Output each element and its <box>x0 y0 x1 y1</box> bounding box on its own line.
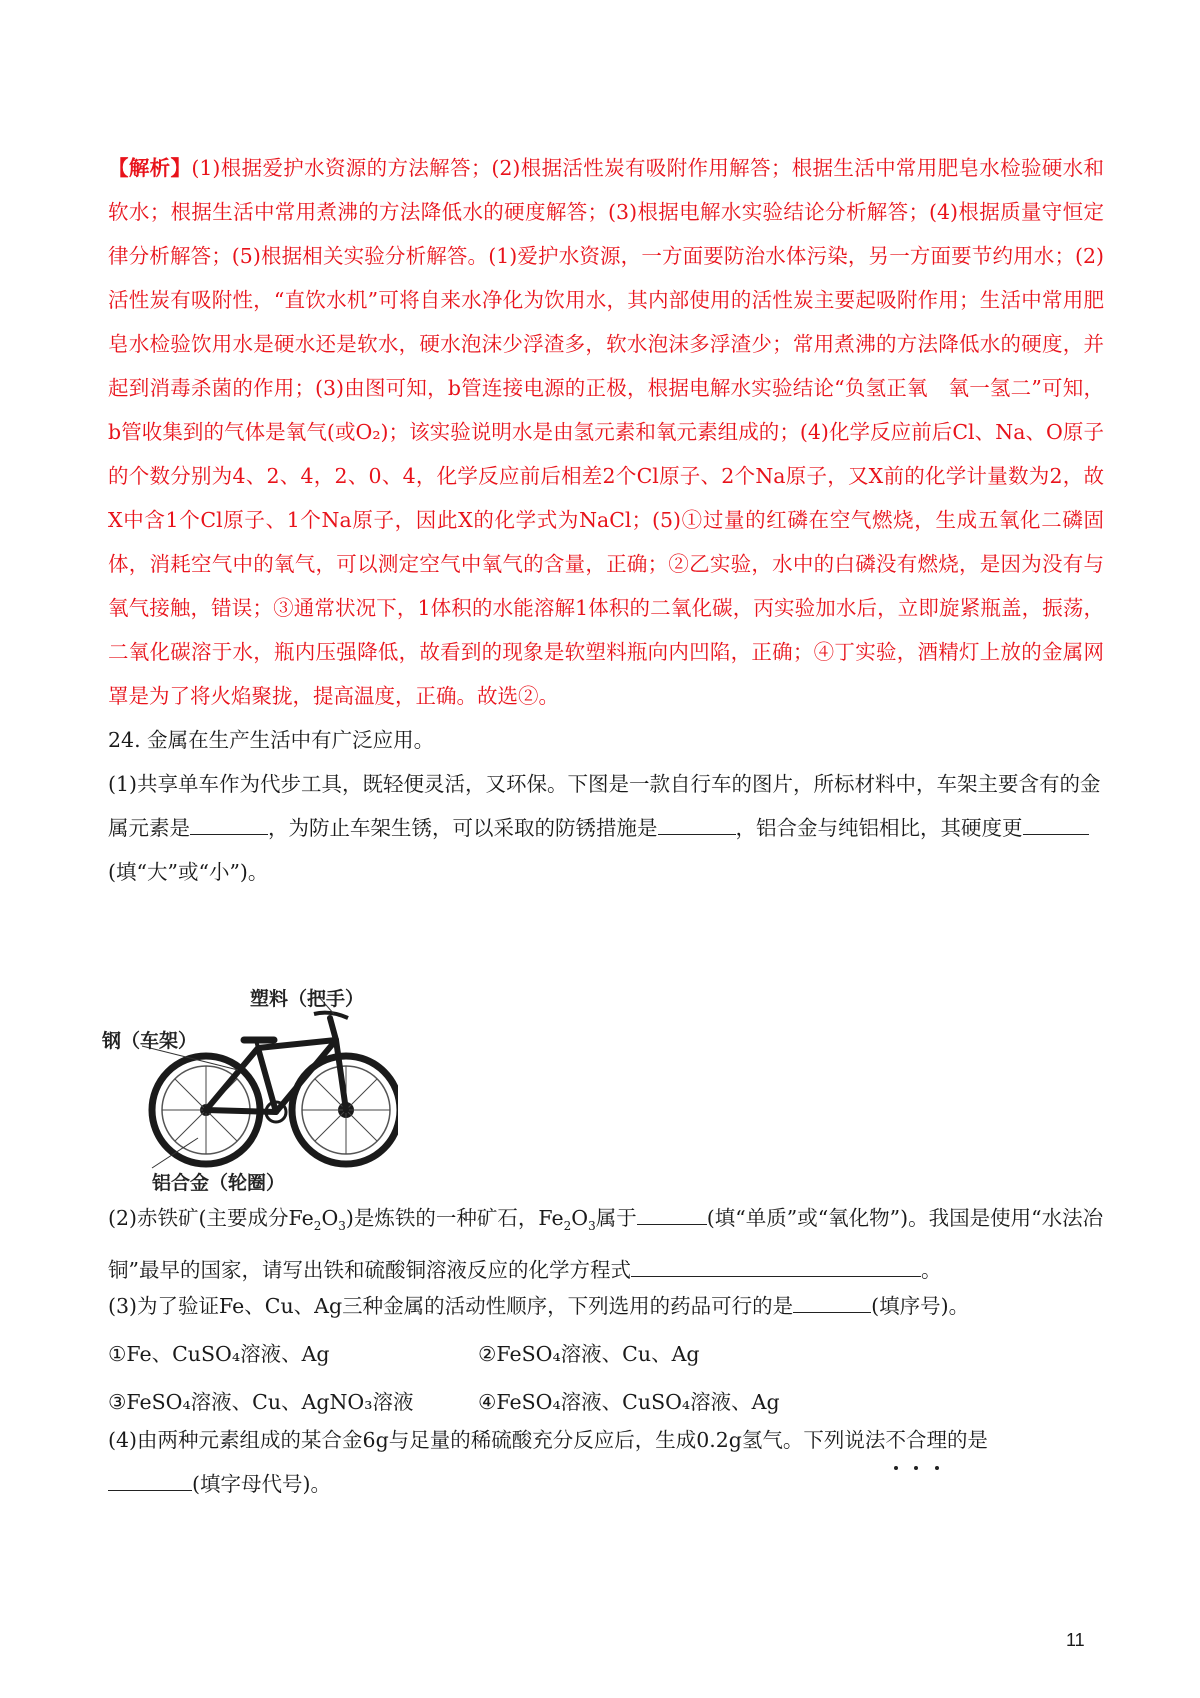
question-24-part3: (3)为了验证Fe、Cu、Ag三种金属的活动性顺序，下列选用的药品可行的是 (填序号)。 <box>108 1294 970 1318</box>
answer-blank[interactable] <box>793 1311 871 1313</box>
answer-blank[interactable] <box>658 833 736 835</box>
answer-blank[interactable] <box>631 1275 921 1277</box>
question-24-part2: (2)赤铁矿(主要成分$Fe_2O_3$)是炼铁的一种矿石，$Fe_2O_3$属于 (填“单质”或“氧化物”)。我国是使用“水法冶铜”最早的国家，请写出铁和硫酸铜溶液反应的化学方程式 。 <box>108 1206 1104 1283</box>
emphasis-char: 合 <box>906 1418 927 1462</box>
question-24-part4: (4)由两种元素组成的某合金6g与足量的稀硫酸充分反应后，生成0.2g氢气。下列说法不 合 理 的是 (填字母代号)。 <box>108 1418 1104 1506</box>
emphasis-char: 理 <box>926 1418 947 1462</box>
emphasis-char: 不 <box>885 1418 906 1462</box>
option-3[interactable]: ③FeSO₄溶液、Cu、AgNO₃溶液 <box>108 1390 414 1414</box>
answer-blank[interactable] <box>1023 833 1089 835</box>
options-row-2 <box>108 1384 1104 1420</box>
label-plastic-handle: 塑料（把手） <box>250 988 365 1010</box>
bicycle-icon <box>108 988 398 1188</box>
option-2[interactable]: ②FeSO₄溶液、Cu、Ag <box>478 1342 700 1366</box>
question-24-part1: (1)共享单车作为代步工具，既轻便灵活，又环保。下图是一款自行车的图片，所标材料中，车架主要含有的金属元素是 ，为防止车架生锈，可以采取的防锈措施是 ，铝合金与纯铝相比，其硬度更(填“大”或“小”)。 <box>108 772 1101 884</box>
label-aluminum-rim: 铝合金（轮圈） <box>152 1172 286 1194</box>
page-number: 11 <box>1066 1630 1085 1650</box>
options-row-1 <box>108 1336 1104 1372</box>
label-steel-frame: 钢（车架） <box>102 1030 198 1052</box>
option-4[interactable]: ④FeSO₄溶液、CuSO₄溶液、Ag <box>478 1390 780 1414</box>
analysis-section <box>108 146 1104 718</box>
analysis-text: (1)根据爱护水资源的方法解答；(2)根据活性炭有吸附作用解答；根据生活中常用肥皂水检验硬水和软水；根据生活中常用煮沸的方法降低水的硬度解答；(3)根据电解水实验结论分析解答；(4)根据质量守恒定律分析解答；(5)根据相关实验分析解答。(1)爱护水资源，一方面要防治水体污染，另一方面要节约用水；(2)活性炭有吸附性，“直饮水机”可将自来水净化为饮用水，其内部使用的活性炭主要起吸附作用；生活中常用肥皂水检验饮用水是硬水还是软水，硬水泡沫少浮渣多，软水泡沫多浮渣少；常用煮沸的方法降低水的硬度，并起到消毒杀菌的作用；(3)由图可知，b管连接电源的正极，根据电解水实验结论“负氢正氧 氧一氢二”可知，b管收集到的气体是氧气(或O₂)；该实验说明水是由氢元素和氧元素组成的；(4)化学反应前后Cl、Na、O原子的个数分别为4、2、4，2、0、4，化学反应前后相差2个Cl原子、2个Na原子，又X前的化学计量数为2，故X中含1个Cl原子、1个Na原子，因此X的化学式为NaCl；(5)①过量的红磷在空气燃烧，生成五氧化二磷固体，消耗空气中的氧气，可以测定空气中氧气的含量，正确；②乙实验，水中的白磷没有燃烧，是因为没有与氧气接触，错误；③通常状况下，1体积的水能溶解1体积的二氧化碳，丙实验加水后，立即旋紧瓶盖，振荡，二氧化碳溶于水，瓶内压强降低，故看到的现象是软塑料瓶向内凹陷，正确；④丁实验，酒精灯上放的金属网罩是为了将火焰聚拢，提高温度，正确。故选②。 <box>108 156 1105 708</box>
answer-blank[interactable] <box>637 1223 707 1225</box>
option-1[interactable]: ①Fe、CuSO₄溶液、Ag <box>108 1342 330 1366</box>
question-24-stem: 24. 金属在生产生活中有广泛应用。 <box>108 728 435 752</box>
answer-blank[interactable] <box>108 1489 192 1491</box>
bicycle-figure <box>102 988 398 1194</box>
analysis-tag: 【解析】 <box>108 156 192 180</box>
answer-blank[interactable] <box>190 833 268 835</box>
